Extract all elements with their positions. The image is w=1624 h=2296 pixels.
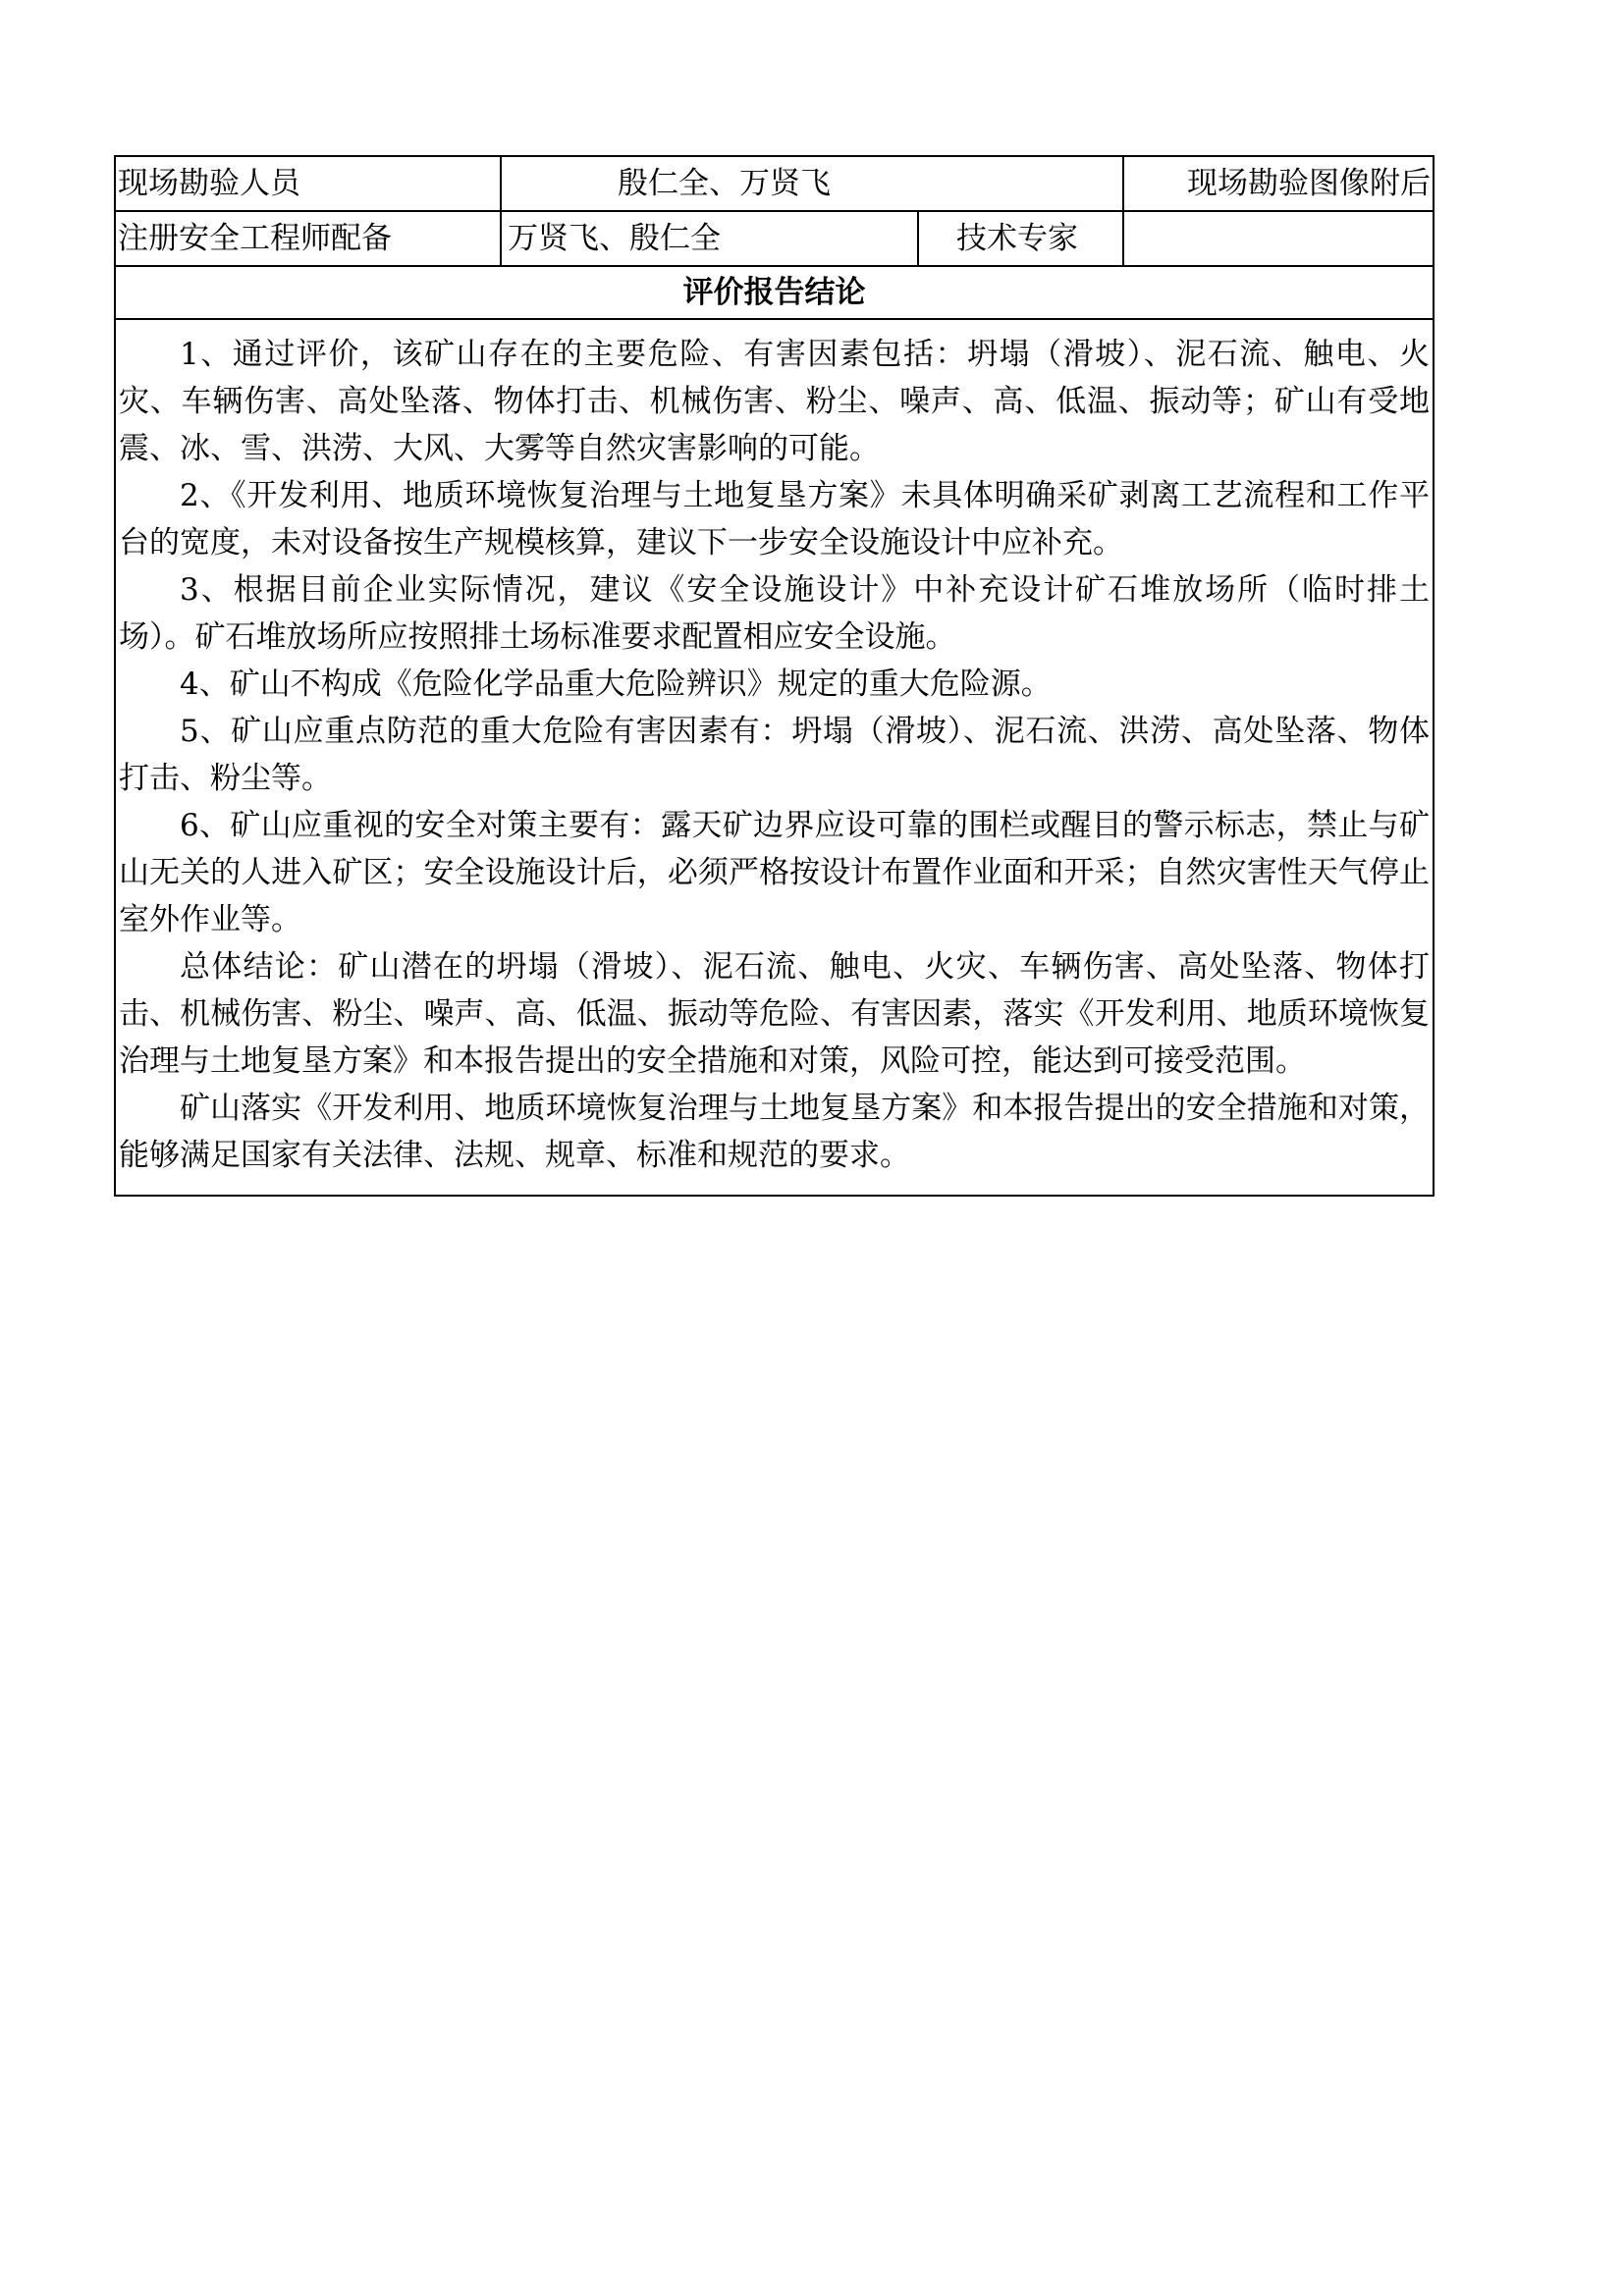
conclusion-body: [115, 319, 1434, 1196]
engineers-label: 注册安全工程师配备: [115, 211, 501, 266]
conclusion-body-row: [115, 319, 1434, 1196]
photos-note: 现场勘验图像附后: [1123, 156, 1434, 211]
personnel-label: 现场勘验人员: [115, 156, 501, 211]
conclusion-paragraph-1: 1、通过评价，该矿山存在的主要危险、有害因素包括：坍塌（滑坡）、泥石流、触电、火灾、车辆伤害、高处坠落、物体打击、机械伤害、粉尘、噪声、高、低温、振动等；矿山有受地震、冰、雪、洪涝、大风、大雾等自然灾害影响的可能。: [119, 337, 1430, 466]
expert-label: 技术专家: [918, 211, 1123, 266]
conclusion-paragraph-2: 2、《开发利用、地质环境恢复治理与土地复垦方案》未具体明确采矿剥离工艺流程和工作平台的宽度，未对设备按生产规模核算，建议下一步安全设施设计中应补充。: [119, 478, 1430, 561]
conclusion-paragraph-5: 5、矿山应重点防范的重大危险有害因素有：坍塌（滑坡）、泥石流、洪涝、高处坠落、物体打击、粉尘等。: [119, 714, 1430, 796]
conclusion-paragraph-4: 4、矿山不构成《危险化学品重大危险辨识》规定的重大危险源。: [180, 667, 1052, 702]
conclusion-paragraph-6: 6、矿山应重视的安全对策主要有：露天矿边界应设可靠的围栏或醒目的警示标志，禁止与矿山无关的人进入矿区；安全设施设计后，必须严格按设计布置作业面和开采；自然灾害性天气停止室外作业等。: [119, 808, 1430, 937]
evaluation-form-table: [114, 155, 1435, 1197]
engineers-row: [115, 211, 1434, 266]
personnel-row: [115, 156, 1434, 211]
conclusion-paragraph-3: 3、根据目前企业实际情况，建议《安全设施设计》中补充设计矿石堆放场所（临时排土场）。矿石堆放场所应按照排土场标准要求配置相应安全设施。: [119, 572, 1430, 655]
conclusion-heading: 评价报告结论: [115, 266, 1434, 319]
personnel-value: 殷仁全、万贤飞: [501, 156, 1123, 211]
final-compliance-paragraph: 矿山落实《开发利用、地质环境恢复治理与土地复垦方案》和本报告提出的安全措施和对策，能够满足国家有关法律、法规、规章、标准和规范的要求。: [119, 1091, 1430, 1173]
expert-value: [1123, 211, 1434, 266]
engineers-value: 万贤飞、殷仁全: [501, 211, 918, 266]
overall-conclusion-paragraph: 总体结论：矿山潜在的坍塌（滑坡）、泥石流、触电、火灾、车辆伤害、高处坠落、物体打击、机械伤害、粉尘、噪声、高、低温、振动等危险、有害因素，落实《开发利用、地质环境恢复治理与土地复垦方案》和本报告提出的安全措施和对策，风险可控，能达到可接受范围。: [119, 949, 1430, 1079]
conclusion-heading-row: [115, 266, 1434, 319]
